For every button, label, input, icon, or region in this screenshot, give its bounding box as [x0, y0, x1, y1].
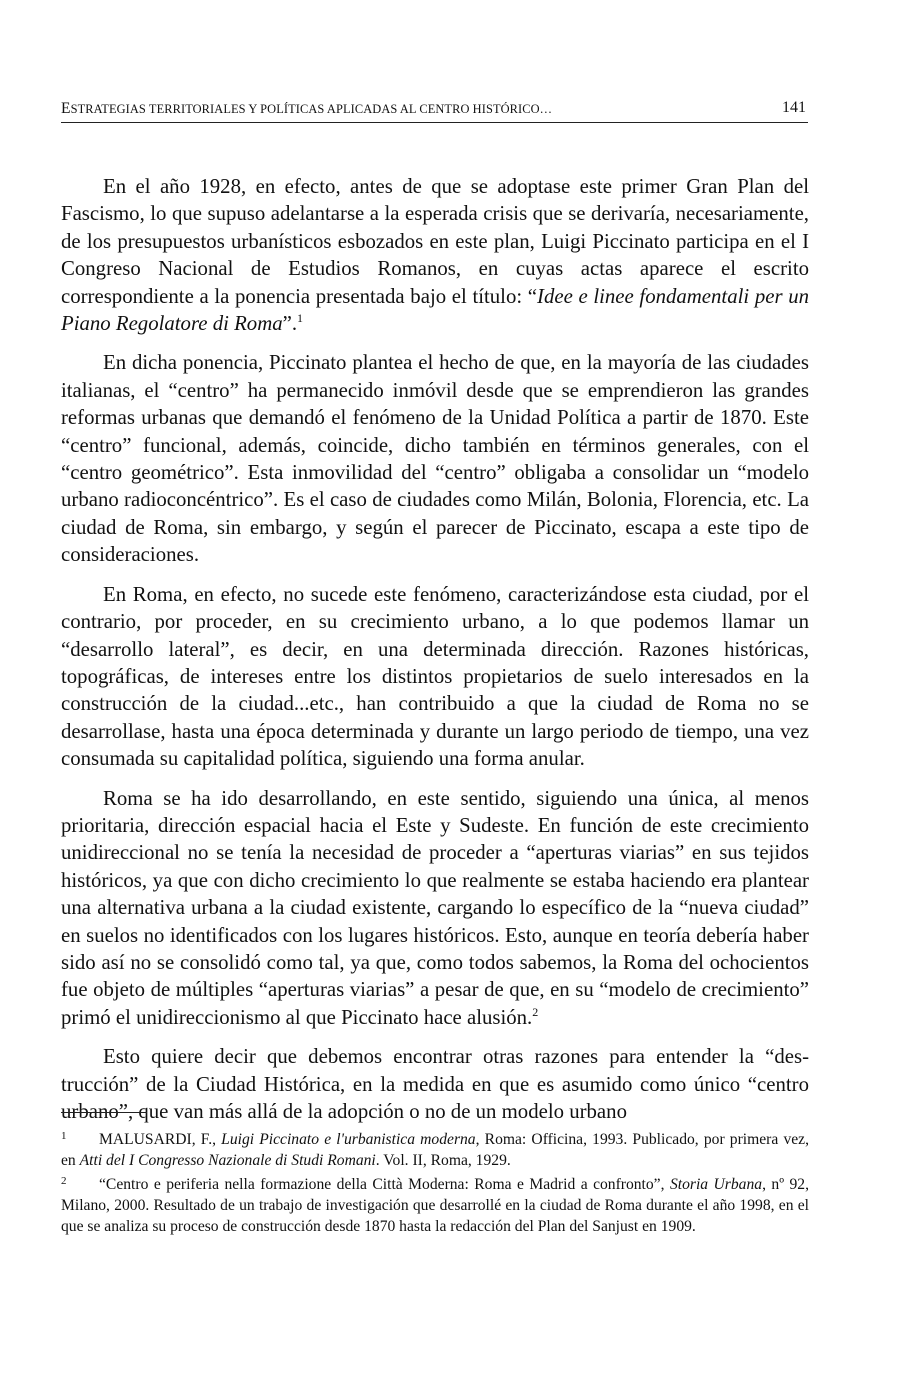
running-header [61, 96, 808, 123]
page-number: 141 [782, 99, 806, 116]
body-text [61, 173, 809, 1125]
footnote-ref-2: 2 [532, 1004, 539, 1019]
paragraph-1: En el año 1928, en efecto, antes de que se adoptase este primer Gran Plan del Fascismo, lo que supuso adelantarse a la esperada crisis que se derivaría, necesariamente, de los presupuestos urbanísticos esbozados en este plan, Luigi Piccinato participa en el I Congreso Nacional de Estudios Romanos, en cuyas actas aparece el escrito correspondiente a la ponencia presentada bajo el título: “Idee e linee fondamentali per un Piano Regolatore di Roma”.$^1$ [61, 175, 809, 336]
paragraph-5: Esto quiere decir que debemos encontrar otras razones para entender la “destrucción” de la Ciudad Histórica, en la medida en que es asumido como único “centro urbano”, que van más allá de la adopción o no de un modelo urbano [61, 1045, 809, 1123]
footnote-separator [61, 1112, 147, 1113]
footnote-2: 2 “Centro e periferia nella formazione della Città Moderna: Roma e Madrid a confronto”, Storia Urbana, nº 92, Milano, 2000. Resultado de un trabajo de investigación que desarrollé en la ciudad de Roma durante el año 1998, en el que se analiza su proceso de construcción desde 1870 hasta la redacción del Plan del Sanjust en 1909. [61, 1171, 809, 1237]
paragraph-2: En dicha ponencia, Piccinato plantea el hecho de que, en la mayoría de las ciudades italianas, el “centro” ha permanecido inmóvil desde que se emprendieron las grandes reformas urbanas que demandó el fenómeno de la Unidad Política a partir de 1870. Este “centro” funcional, además, coincide, dicho también en términos generales, con el “centro geométrico”. Esta inmovilidad del “centro” obligaba a consolidar un “modelo urbano radioconcéntrico”. Es el caso de ciudades como Milán, Bolonia, Florencia, etc. La ciudad de Roma, sin embargo, y según el parecer de Piccinato, escapa a este tipo de consideraciones. [61, 351, 809, 567]
footnote-number: 1 [61, 1130, 67, 1142]
paragraph-4: Roma se ha ido desarrollando, en este sentido, siguiendo una única, al menos prioritaria, dirección espacial hacia el Este y Sudeste. En función de este crecimiento unidireccional no se tenía la necesidad de proceder a “aperturas viarias” en sus tejidos históricos, ya que con dicho crecimiento lo que realmente se estaba haciendo era plantear una alternativa urbana a la ciudad existente, cargando lo específico de la “nueva ciudad” en suelos no identificados con los lugares históricos. Esto, aunque en teoría debería haber sido así no se consolidó como tal, ya que, como todos sabemos, la Roma del ochocientos fue objeto de múltiples “aperturas viarias” a pesar de que, en su “modelo de crecimiento” primó el unidireccionismo al que Piccinato hace alusión.$^2$ [61, 786, 809, 1029]
running-header-title: ESTRATEGIAS TERRITORIALES Y POLÍTICAS APLICADAS AL CENTRO HISTÓRICO… [61, 100, 553, 117]
footnotes [61, 1126, 809, 1237]
paragraph-3: En Roma, en efecto, no sucede este fenómeno, caracterizándose esta ciudad, por el contrario, por proceder, en su crecimiento urbano, a lo que podemos llamar un “desarrollo lateral”, es decir, en una determinada dirección. Razones históricas, topográficas, de intereses entre los distintos propietarios de suelo interesados en la construcción de la ciudad...etc., han contribuido a que la ciudad de Roma no se desarrollase, hasta una época determinada y durante un largo periodo de tiempo, una vez consumada su capitalidad política, siguiendo una forma anular. [61, 582, 809, 771]
footnote-1: 1 MALUSARDI, F., Luigi Piccinato e l'urbanistica moderna, Roma: Officina, 1993. Publicado, por primera vez, en Atti del I Congresso Nazionale di Studi Romani. Vol. II, Roma, 1929. [61, 1126, 809, 1171]
footnote-number: 2 [61, 1175, 67, 1187]
footnote-ref-1: 1 [297, 311, 304, 326]
